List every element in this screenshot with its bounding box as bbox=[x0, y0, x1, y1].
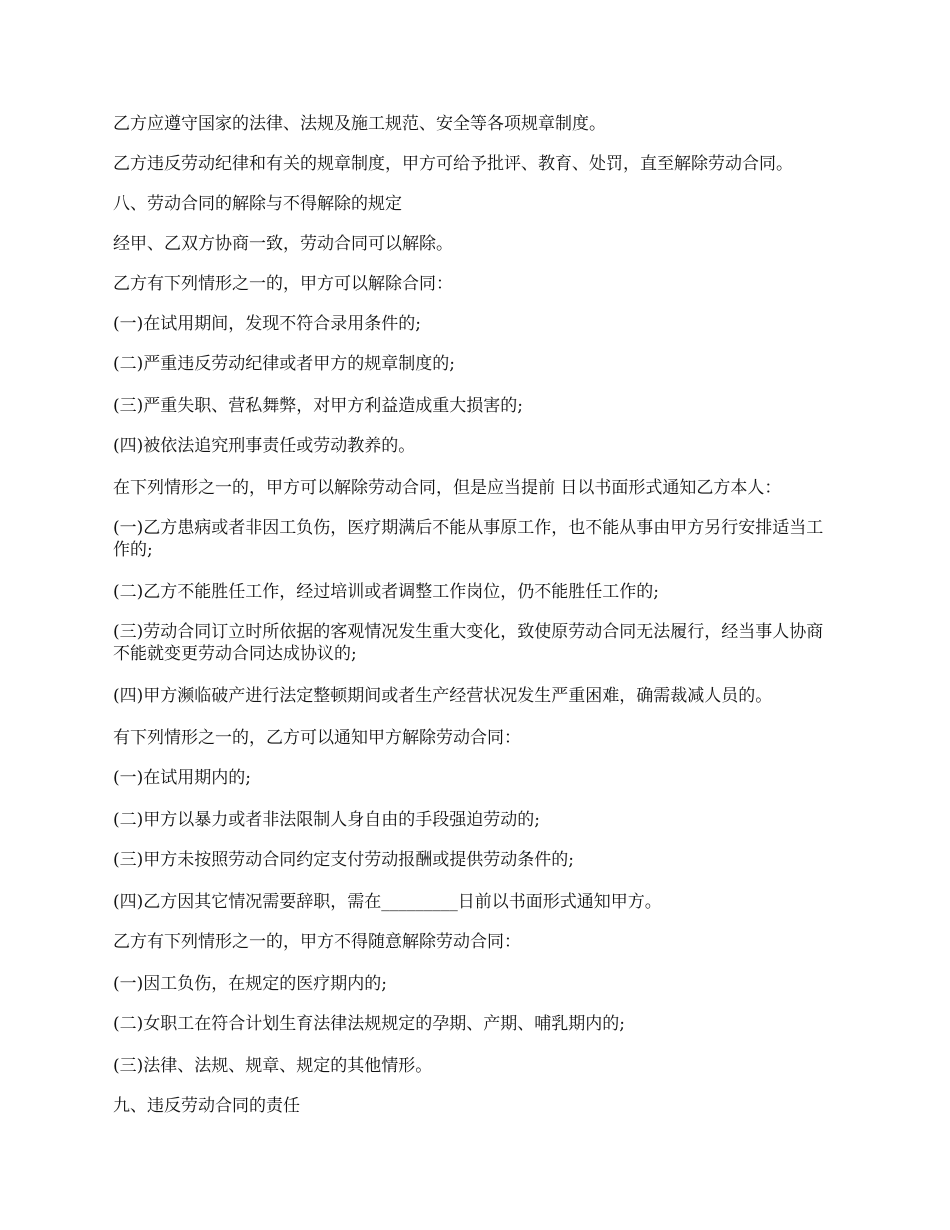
list-item: (四)被依法追究刑事责任或劳动教养的。 bbox=[113, 436, 416, 456]
list-item: (一)因工负伤，在规定的医疗期内的; bbox=[113, 974, 387, 994]
list-item: (三)劳动合同订立时所依据的客观情况发生重大变化，致使原劳动合同无法履行，经当事人协商不能就变更劳动合同达成协议的; bbox=[113, 622, 824, 664]
list-item: (三)法律、法规、规章、规定的其他情形。 bbox=[113, 1056, 433, 1076]
list-item: (二)严重违反劳动纪律或者甲方的规章制度的; bbox=[113, 354, 455, 374]
paragraph: 乙方应遵守国家的法律、法规及施工规范、安全等各项规章制度。 bbox=[113, 114, 606, 134]
list-item: (三)严重失职、营私舞弊，对甲方利益造成重大损害的; bbox=[113, 396, 523, 416]
paragraph: 有下列情形之一的，乙方可以通知甲方解除劳动合同： bbox=[113, 728, 521, 748]
list-item: (四)甲方濒临破产进行法定整顿期间或者生产经营状况发生严重困难，确需裁减人员的。 bbox=[113, 686, 773, 706]
list-item: (二)乙方不能胜任工作，经过培训或者调整工作岗位，仍不能胜任工作的; bbox=[113, 582, 659, 602]
list-item: (二)女职工在符合计划生育法律法规规定的孕期、产期、哺乳期内的; bbox=[113, 1014, 625, 1034]
list-item: (一)在试用期间，发现不符合录用条件的; bbox=[113, 314, 421, 334]
paragraph: 乙方违反劳动纪律和有关的规章制度，甲方可给予批评、教育、处罚，直至解除劳动合同。 bbox=[113, 154, 793, 174]
list-item: (一)乙方患病或者非因工负伤，医疗期满后不能从事原工作，也不能从事由甲方另行安排适当工作的; bbox=[113, 518, 824, 560]
section-heading: 九、违反劳动合同的责任 bbox=[113, 1096, 300, 1116]
list-item: (四)乙方因其它情况需要辞职，需在_________日前以书面形式通知甲方。 bbox=[113, 892, 662, 912]
paragraph: 在下列情形之一的，甲方可以解除劳动合同，但是应当提前 日以书面形式通知乙方本人： bbox=[113, 478, 782, 498]
paragraph: 经甲、乙双方协商一致，劳动合同可以解除。 bbox=[113, 234, 453, 254]
section-heading: 八、劳动合同的解除与不得解除的规定 bbox=[113, 194, 402, 214]
paragraph: 乙方有下列情形之一的，甲方可以解除合同： bbox=[113, 274, 453, 294]
list-item: (三)甲方未按照劳动合同约定支付劳动报酬或提供劳动条件的; bbox=[113, 850, 574, 870]
list-item: (一)在试用期内的; bbox=[113, 768, 251, 788]
list-item: (二)甲方以暴力或者非法限制人身自由的手段强迫劳动的; bbox=[113, 810, 540, 830]
paragraph: 乙方有下列情形之一的，甲方不得随意解除劳动合同： bbox=[113, 932, 521, 952]
